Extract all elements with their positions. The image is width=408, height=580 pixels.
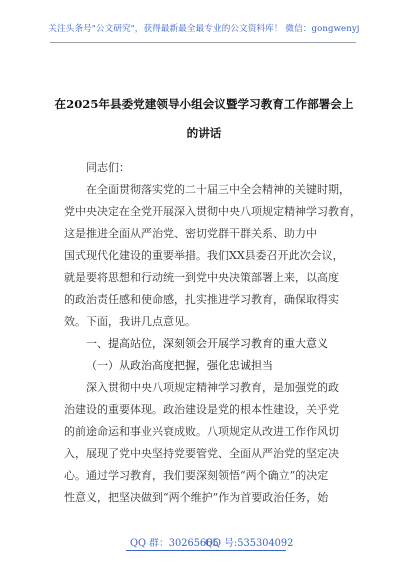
footer-qq-number: QQ 号:535304092 <box>205 538 294 549</box>
body-line: 效。下面，我讲几点意见。 <box>64 315 196 328</box>
header-banner: 关注头条号"公文研究"，获得最新最全最专业的公文资料库！ 微信：gongwenyj <box>48 24 360 34</box>
document-title-line-1: 在2025年县委党建领导小组会议暨学习教育工作部署会上 <box>54 97 354 111</box>
body-line: 的政治责任感和使命感，扎实推进学习教育，确保取得实 <box>64 293 339 306</box>
body-line: 入，展现了党中央坚持党要管党、全面从严治党的坚定决 <box>64 447 339 460</box>
body-line: 深入贯彻中央八项规定精神学习教育，是加强党的政 <box>86 381 339 394</box>
body-line: 就是要将思想和行动统一到党中央决策部署上来，以高度 <box>64 271 339 284</box>
body-line: 治建设的重要体现。政治建设是党的根本性建设，关乎党 <box>64 403 339 416</box>
section-heading: 一、提高站位，深刻领会开展学习教育的重大意义 <box>86 337 328 350</box>
salutation: 同志们： <box>86 161 130 174</box>
body-line: 国式现代化建设的重要举措。我们XX县委召开此次会议， <box>64 249 344 262</box>
body-line: 的前途命运和事业兴衰成败。八项规定从改进工作作风切 <box>64 425 339 438</box>
footer-qq-group: QQ 群：30265665 <box>130 538 219 549</box>
body-line: 这是推进全面从严治党、密切党群干群关系、助力中 <box>64 227 317 240</box>
body-line: 心。通过学习教育，我们要深刻领悟“两个确立”的决定 <box>64 469 329 482</box>
subsection-heading: （一）从政治高度把握，强化忠诚担当 <box>86 359 273 372</box>
footer-underline <box>126 550 286 551</box>
body-line: 性意义，把坚决做到“两个维护”作为首要政治任务，始 <box>64 491 329 504</box>
body-line: 在全面贯彻落实党的二十届三中全会精神的关键时期， <box>86 183 350 196</box>
body-line: 党中央决定在全党开展深入贯彻中央八项规定精神学习教育， <box>64 205 361 218</box>
document-body <box>64 157 361 509</box>
header-divider <box>50 42 356 43</box>
document-title-line-2: 的讲话 <box>186 126 222 140</box>
